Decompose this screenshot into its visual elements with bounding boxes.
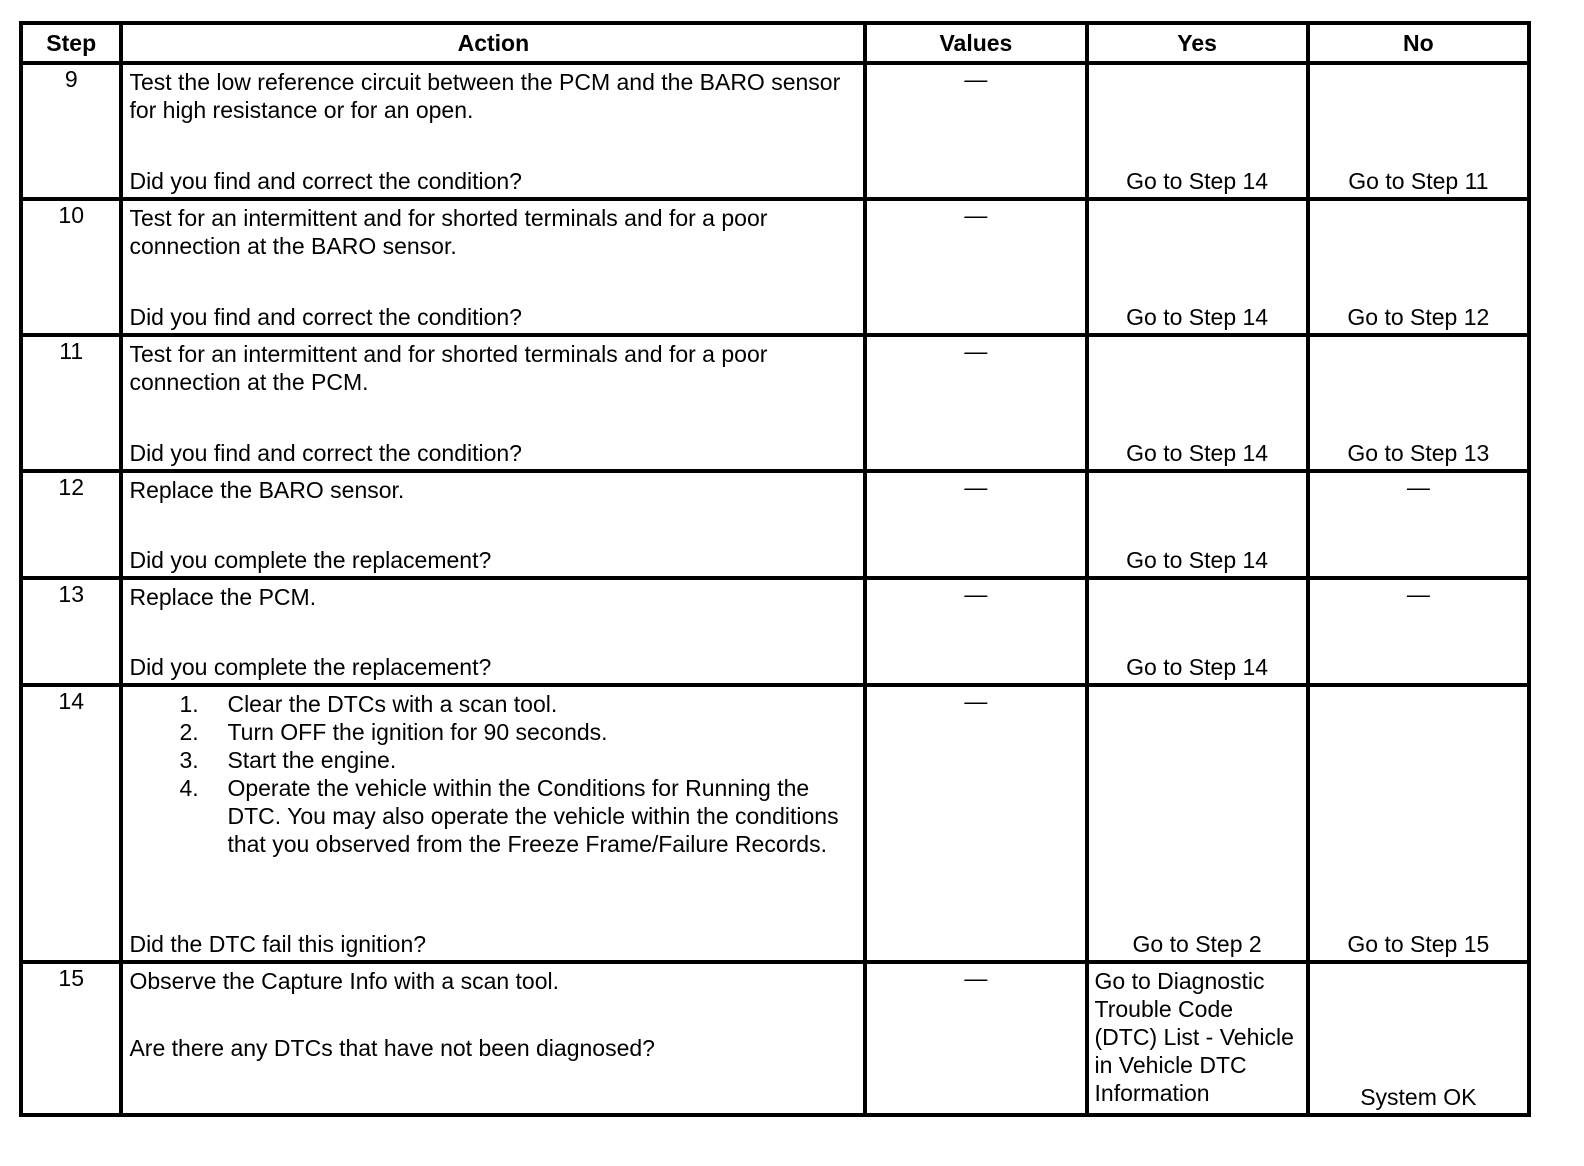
action-text: Replace the BARO sensor. (129, 477, 405, 503)
table-row (21, 962, 1529, 1115)
header-values: Values (865, 23, 1086, 63)
action-cell (121, 578, 865, 685)
no-cell: — (1308, 578, 1529, 685)
list-item (129, 718, 857, 746)
values-cell: — (865, 199, 1086, 335)
action-cell (121, 962, 865, 1115)
yes-text: Go to Step 14 (1126, 440, 1269, 466)
yes-text: Go to Step 14 (1126, 168, 1269, 194)
yes-text: Go to Step 14 (1126, 547, 1269, 573)
no-cell: — (1308, 471, 1529, 578)
yes-cell (1087, 685, 1308, 962)
no-cell (1308, 335, 1529, 471)
action-cell (121, 199, 865, 335)
values-cell: — (865, 685, 1086, 962)
yes-text: Go to Step 2 (1132, 931, 1262, 957)
action-question: Did you find and correct the condition? (129, 440, 522, 466)
header-action: Action (121, 23, 865, 63)
action-question: Did you find and correct the condition? (129, 168, 522, 194)
action-text: Replace the PCM. (129, 584, 317, 610)
step-number: 11 (21, 335, 121, 471)
list-number: 2. (179, 719, 199, 745)
no-cell (1308, 199, 1529, 335)
no-text: Go to Step 15 (1347, 931, 1490, 957)
values-cell: — (865, 335, 1086, 471)
step-number: 12 (21, 471, 121, 578)
values-cell: — (865, 578, 1086, 685)
no-text: Go to Step 12 (1347, 304, 1490, 330)
action-text: Test for an intermittent and for shorted terminals and for a poor connection at the PCM. (129, 341, 768, 395)
list-text: Operate the vehicle within the Conditions for Running the DTC. You may also operate the vehicle within the conditions that you observed from the Freeze Frame/Failure Records. (227, 775, 839, 857)
action-cell (121, 685, 865, 962)
list-item (129, 746, 857, 774)
action-steps (129, 690, 857, 858)
action-question: Did you complete the replacement? (129, 654, 492, 680)
yes-cell (1087, 962, 1308, 1115)
list-text: Start the engine. (227, 747, 397, 773)
step-number: 14 (21, 685, 121, 962)
header-step: Step (21, 23, 121, 63)
table-row (21, 471, 1529, 578)
list-number: 4. (179, 775, 199, 801)
header-row (21, 23, 1529, 63)
list-item (129, 690, 857, 718)
list-item (129, 774, 857, 858)
header-no: No (1308, 23, 1529, 63)
no-text: Go to Step 11 (1348, 168, 1489, 194)
yes-cell (1087, 63, 1308, 199)
step-number: 10 (21, 199, 121, 335)
values-cell: — (865, 962, 1086, 1115)
step-number: 13 (21, 578, 121, 685)
action-question: Did you find and correct the condition? (129, 304, 522, 330)
yes-cell (1087, 335, 1308, 471)
values-cell: — (865, 471, 1086, 578)
step-number: 15 (21, 962, 121, 1115)
action-cell (121, 471, 865, 578)
step-number: 9 (21, 63, 121, 199)
list-number: 3. (179, 747, 199, 773)
yes-cell (1087, 199, 1308, 335)
table-row (21, 199, 1529, 335)
action-cell (121, 63, 865, 199)
table-row (21, 685, 1529, 962)
no-text: Go to Step 13 (1347, 440, 1490, 466)
yes-text: Go to Step 14 (1126, 304, 1269, 330)
table-row (21, 63, 1529, 199)
action-text: Observe the Capture Info with a scan tool. (129, 968, 560, 994)
table-row (21, 578, 1529, 685)
header-yes: Yes (1087, 23, 1308, 63)
list-text: Turn OFF the ignition for 90 seconds. (227, 719, 608, 745)
no-cell (1308, 63, 1529, 199)
action-question: Did you complete the replacement? (129, 547, 492, 573)
action-cell (121, 335, 865, 471)
list-number: 1. (179, 691, 199, 717)
diagnostic-table (19, 21, 1531, 1117)
yes-cell (1087, 471, 1308, 578)
values-cell: — (865, 63, 1086, 199)
list-text: Clear the DTCs with a scan tool. (227, 691, 558, 717)
action-question: Are there any DTCs that have not been diagnosed? (129, 1035, 655, 1061)
no-cell (1308, 685, 1529, 962)
action-question: Did the DTC fail this ignition? (129, 931, 427, 957)
no-cell (1308, 962, 1529, 1115)
no-text: System OK (1360, 1084, 1477, 1110)
action-text: Test for an intermittent and for shorted terminals and for a poor connection at the BARO sensor. (129, 205, 768, 259)
yes-text: Go to Diagnostic Trouble Code (DTC) List - Vehicle in Vehicle DTC Information (1094, 968, 1294, 1106)
yes-text: Go to Step 14 (1126, 654, 1269, 680)
yes-cell (1087, 578, 1308, 685)
action-text: Test the low reference circuit between the PCM and the BARO sensor for high resistance or for an open. (129, 69, 841, 123)
table-row (21, 335, 1529, 471)
